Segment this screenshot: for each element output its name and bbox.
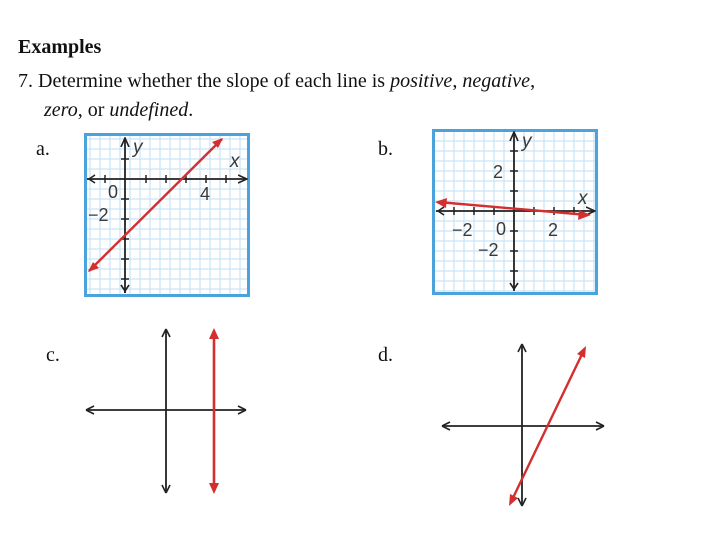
question-number: 7. <box>18 70 33 92</box>
graph-frame <box>434 131 597 294</box>
term-undefined: undefined <box>109 99 189 121</box>
line-arrowhead <box>435 198 447 208</box>
separator: , or <box>77 99 110 121</box>
period: . <box>188 99 194 121</box>
graph-c <box>80 325 250 497</box>
tick-origin: 0 <box>108 182 119 202</box>
separator: , <box>452 70 463 92</box>
term-negative: negative <box>462 70 531 92</box>
graph-d <box>438 340 608 510</box>
heading: Examples <box>18 36 102 58</box>
line-arrowhead <box>209 328 219 339</box>
part-b-label: b. <box>378 138 393 160</box>
x-axis-label: x <box>230 151 240 172</box>
grid <box>86 135 249 296</box>
part-a-label: a. <box>36 138 50 160</box>
question-line-2 <box>44 99 193 122</box>
y-axis-label: y <box>133 137 143 158</box>
graph-b <box>432 129 598 295</box>
tick-x-neg2: −2 <box>452 220 473 240</box>
tick-origin: 0 <box>496 219 507 239</box>
part-c-label: c. <box>46 344 60 366</box>
term-positive: positive <box>390 70 453 92</box>
separator: , <box>530 70 536 92</box>
question-line-1 <box>18 70 535 93</box>
tick-y-neg2: −2 <box>478 240 499 260</box>
line-arrowhead <box>509 494 518 506</box>
tick-y-neg2: −2 <box>88 205 109 225</box>
question-text: Determine whether the slope of each line is <box>38 70 391 92</box>
line-arrowhead <box>209 483 219 494</box>
part-d-label: d. <box>378 344 393 366</box>
x-axis-label: x <box>578 188 588 209</box>
y-axis-label: y <box>522 131 532 152</box>
tick-x-2: 2 <box>548 220 559 240</box>
graph-a <box>84 133 250 297</box>
tick-y-2: 2 <box>493 162 504 182</box>
line-arrowhead <box>577 346 586 358</box>
red-line <box>438 202 588 215</box>
grid <box>434 131 597 294</box>
term-zero: zero <box>44 99 78 121</box>
tick-x-4: 4 <box>200 184 211 204</box>
